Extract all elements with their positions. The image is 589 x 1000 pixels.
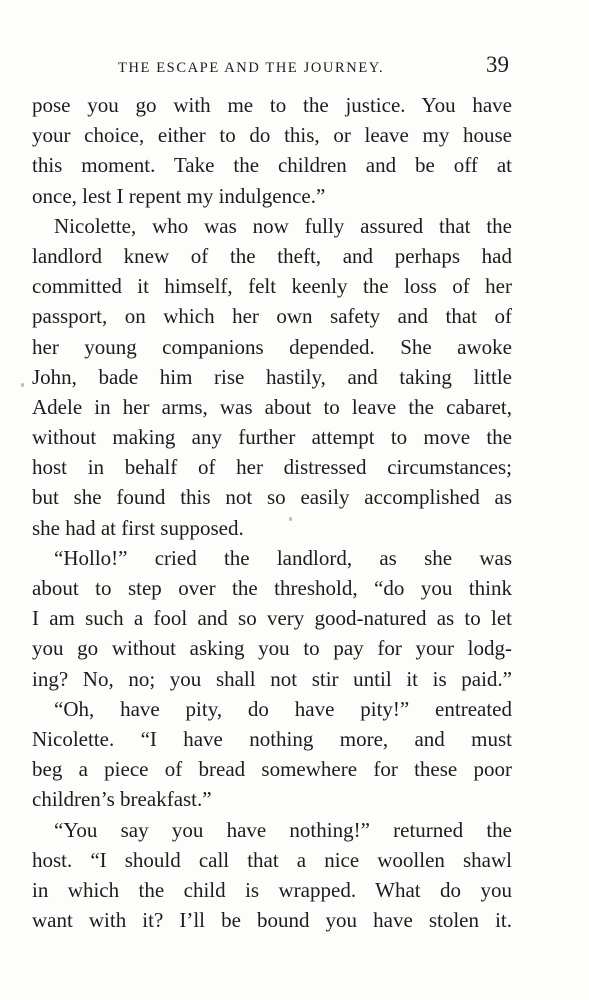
text-line: “You say you have nothing!” returned the xyxy=(54,817,512,842)
text-line: this moment. Take the children and be off at xyxy=(32,153,512,178)
text-line: landlord knew of the theft, and perhaps had xyxy=(32,243,512,268)
running-header xyxy=(0,52,589,82)
text-line: Adele in her arms, was about to leave the cabaret, xyxy=(32,394,512,419)
text-line: pose you go with me to the justice. You have xyxy=(32,93,512,117)
text-line: John, bade him rise hastily, and taking little xyxy=(32,364,512,389)
text-line: you go without asking you to pay for your lodg- xyxy=(32,636,512,661)
text-line: children’s breakfast.” xyxy=(32,787,212,812)
print-speck xyxy=(21,383,24,387)
text-line: beg a piece of bread somewhere for these poor xyxy=(32,757,512,782)
text-line: your choice, either to do this, or leave my house xyxy=(32,123,512,148)
print-speck xyxy=(289,517,292,521)
running-title: THE ESCAPE AND THE JOURNEY. xyxy=(118,60,385,76)
text-line: passport, on which her own safety and that of xyxy=(32,304,512,329)
body-text xyxy=(32,90,512,935)
text-line: host in behalf of her distressed circumstances; xyxy=(32,455,512,480)
page-number: 39 xyxy=(486,52,509,77)
text-line: about to step over the threshold, “do you think xyxy=(32,576,512,600)
text-line: Nicolette, who was now fully assured that the xyxy=(54,213,512,238)
text-line: but she found this not so easily accomplished as xyxy=(32,485,512,510)
text-line: ing? No, no; you shall not stir until it is paid.” xyxy=(32,666,512,691)
text-line: her young companions depended. She awoke xyxy=(32,334,512,359)
text-line: without making any further attempt to move the xyxy=(32,425,512,450)
text-line: once, lest I repent my indulgence.” xyxy=(32,183,326,208)
text-line: committed it himself, felt keenly the loss of her xyxy=(32,274,512,299)
text-line: “Hollo!” cried the landlord, as she was xyxy=(54,545,512,570)
text-line: she had at first supposed. xyxy=(32,515,244,540)
text-line: “Oh, have pity, do have pity!” entreated xyxy=(54,696,512,721)
text-line: host. “I should call that a nice woollen shawl xyxy=(32,847,512,872)
text-line: want with it? I’ll be bound you have stolen it. xyxy=(32,908,512,933)
text-line: Nicolette. “I have nothing more, and must xyxy=(32,726,512,751)
text-line: in which the child is wrapped. What do you xyxy=(32,877,512,902)
text-line: I am such a fool and so very good-natured as to let xyxy=(32,606,512,631)
